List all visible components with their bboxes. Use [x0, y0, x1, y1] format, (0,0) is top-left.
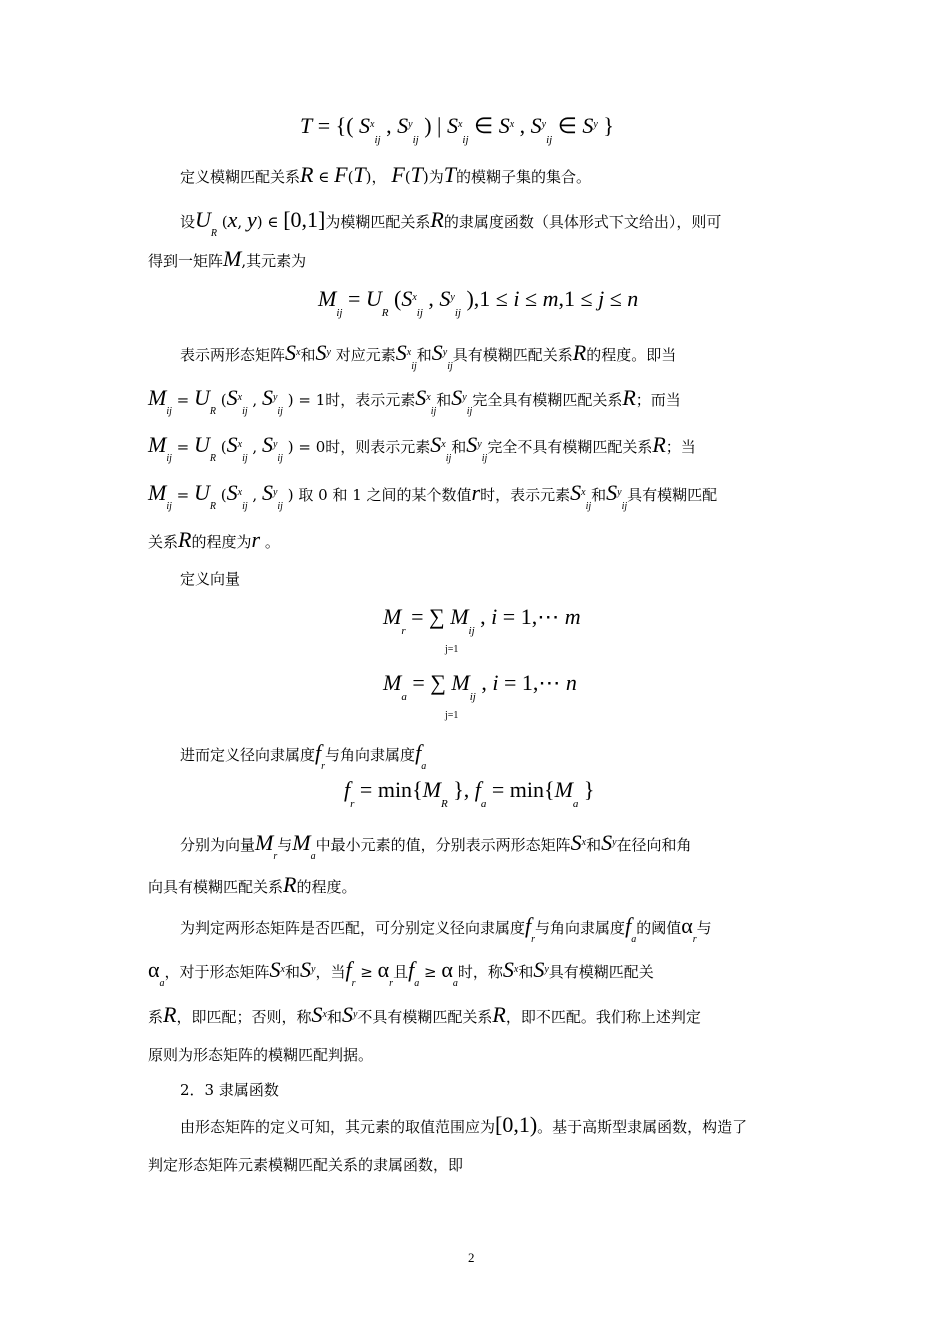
text: 2．3 隶属函数 — [180, 1081, 279, 1099]
paragraph-line-10: 进而定义径向隶属度$f_r$与角向隶属度$f_a$ — [180, 740, 427, 772]
text: 和 — [518, 963, 534, 981]
text: 为模糊匹配关系 — [325, 213, 431, 231]
paragraph-line-11: 分别为向量$M_r$与$M_a$中最小元素的值，分别表示两形态矩阵$S^x$和$S^y$在径向和角 — [180, 830, 692, 862]
paragraph-line-3: 得到一矩阵M,其元素为 — [148, 246, 307, 271]
text: 和 — [326, 1008, 342, 1026]
paragraph-line-5: $M_{ij} = U_R$ ($S^x_{ij}$ , $S^y_{ij}$ ) = 1时，表示元素$S^x_{ij}$和$S^y_{ij}$完全具有模糊匹配关系R；而当 — [148, 385, 681, 417]
text: 具有模糊匹配 — [627, 486, 718, 504]
text: 具有模糊匹配关系 — [452, 346, 573, 364]
text: 和 — [451, 438, 467, 456]
equation-f: $f_r = \min\{M_R$ }, $f_a = \min\{M_a$ } — [344, 777, 595, 810]
text: 在径向和角 — [616, 836, 692, 854]
text: 原则为形态矩阵的模糊匹配判据。 — [148, 1046, 374, 1064]
equation-M-a: $M_a$ = ∑ $M_{ij}$ , i = 1,⋯ n — [383, 670, 577, 703]
text: 和 — [586, 836, 602, 854]
text: 设 — [180, 213, 196, 231]
paragraph-line-15: 系R，即匹配；否则，称$S^x$和$S^y$不具有模糊匹配关系R，即不匹配。我们称上述判定 — [148, 1002, 701, 1027]
paragraph-line-2: 设$U_R$ (x, y) ∈ [0,1]为模糊匹配关系R的隶属度函数（具体形式下文给出），则可 — [180, 207, 722, 239]
text: ；当 — [665, 438, 696, 456]
text: ；而当 — [635, 391, 681, 409]
math-range: [0,1) — [495, 1112, 538, 1137]
text: 时，称 — [457, 963, 503, 981]
text: 与角向隶属度 — [325, 746, 416, 764]
text: 得到一矩阵 — [148, 252, 224, 270]
text: 取 0 和 1 之间的某个数值 — [298, 486, 472, 504]
paragraph-line-1: 定义模糊匹配关系R ∈ F(T)， F(T)为T的模糊子集的集合。 — [180, 162, 592, 187]
page-number: 2 — [468, 1250, 475, 1265]
text: 定义模糊匹配关系 — [180, 168, 301, 186]
text: 。基于高斯型隶属函数，构造了 — [537, 1118, 748, 1136]
text: ,其元素为 — [241, 252, 307, 270]
text: 由形态矩阵的定义可知，其元素的取值范围应为 — [180, 1118, 496, 1136]
paragraph-line-18 — [148, 1152, 463, 1178]
text: 的阈值 — [636, 919, 682, 937]
text: ，当 — [315, 963, 346, 981]
sum-lower-limit-1: j=1 — [445, 644, 459, 655]
text: 分别为向量 — [180, 836, 256, 854]
text: 和 — [416, 346, 432, 364]
paragraph-line-17 — [180, 1112, 747, 1140]
paragraph-line-4: 表示两形态矩阵$S^x$和$S^y$ 对应元素$S^x_{ij}$和$S^y_{ij}$具有模糊匹配关系R的程度。即当 — [180, 340, 677, 372]
text: 系 — [148, 1008, 164, 1026]
text: 时，则表示元素 — [325, 438, 431, 456]
text: 为 — [428, 168, 444, 186]
text: 时，表示元素 — [480, 486, 571, 504]
text: 中最小元素的值，分别表示两形态矩阵 — [315, 836, 571, 854]
paragraph-line-7: $M_{ij} = U_R$ ($S^x_{ij}$ , $S^y_{ij}$ ) 取 0 和 1 之间的某个数值r时，表示元素$S^x_{ij}$和$S^y_{ij}$具有模糊匹配 — [148, 480, 718, 512]
text: 的程度。 — [296, 878, 357, 896]
text: 关系 — [148, 533, 179, 551]
text: ， — [371, 168, 387, 186]
text: 和 — [436, 391, 452, 409]
text: 进而定义径向隶属度 — [180, 746, 316, 764]
text: 且 — [393, 963, 409, 981]
text: 定义向量 — [180, 570, 241, 588]
text: 表示两形态矩阵 — [180, 346, 286, 364]
text: 完全不具有模糊匹配关系 — [487, 438, 653, 456]
text: 与 — [696, 919, 712, 937]
paragraph-line-14: $\alpha_a$，对于形态矩阵$S^x$和$S^y$，当$f_r \ge \alpha_r$且$f_a \ge \alpha_a$时，称$S^x$和$S^y$具有模糊匹配关 — [148, 957, 654, 989]
paragraph-line-12: 向具有模糊匹配关系R的程度。 — [148, 872, 357, 897]
paragraph-line-6: $M_{ij} = U_R$ ($S^x_{ij}$ , $S^y_{ij}$ ) = 0时，则表示元素$S^x_{ij}$和$S^y_{ij}$完全不具有模糊匹配关系R；当 — [148, 432, 696, 464]
text: 。 — [264, 533, 280, 551]
text: ，对于形态矩阵 — [164, 963, 270, 981]
text: 具有模糊匹配关 — [548, 963, 654, 981]
text: 为判定两形态矩阵是否匹配，可分别定义径向隶属度 — [180, 919, 526, 937]
text: 时，表示元素 — [325, 391, 416, 409]
text: 的程度为 — [191, 533, 252, 551]
equation-M-ij: $M_{ij} = U_R$ ($S^x_{ij}$ , $S^y_{ij}$ ),1 ≤ i ≤ m,1 ≤ j ≤ n — [318, 286, 639, 319]
sum-lower-limit-2: j=1 — [445, 710, 459, 721]
text: 对应元素 — [335, 346, 396, 364]
paragraph-line-13: 为判定两形态矩阵是否匹配，可分别定义径向隶属度$f_r$与角向隶属度$f_a$的阈值$\alpha_r$与 — [180, 913, 712, 945]
text: 判定形态矩阵元素模糊匹配关系的隶属函数，即 — [148, 1156, 464, 1174]
text: 与 — [277, 836, 293, 854]
equation-T: T = {( $S^x_{ij}$ , $S^y_{ij}$ ) | $S^x_{ij}$ ∈ $S^x$ , $S^y_{ij}$ ∈ $S^y$ } — [300, 113, 614, 146]
text: 和 — [285, 963, 301, 981]
section-heading — [180, 1077, 279, 1103]
text: 的程度。即当 — [586, 346, 677, 364]
text: 向具有模糊匹配关系 — [148, 878, 284, 896]
text: 完全具有模糊匹配关系 — [472, 391, 623, 409]
paragraph-line-9 — [180, 566, 240, 592]
text: 的隶属度函数（具体形式下文给出），则可 — [443, 213, 722, 231]
text: ，即不匹配。我们称上述判定 — [505, 1008, 701, 1026]
text: 和 — [300, 346, 316, 364]
text: 和 — [591, 486, 607, 504]
text: 不具有模糊匹配关系 — [357, 1008, 493, 1026]
text: 的模糊子集的集合。 — [456, 168, 592, 186]
text: ，即匹配；否则，称 — [176, 1008, 312, 1026]
equation-M-r: $M_r$ = ∑ $M_{ij}$ , i = 1,⋯ m — [383, 604, 581, 637]
paragraph-line-16 — [148, 1042, 373, 1068]
text: 与角向隶属度 — [535, 919, 626, 937]
paragraph-line-8: 关系R的程度为r 。 — [148, 527, 280, 552]
